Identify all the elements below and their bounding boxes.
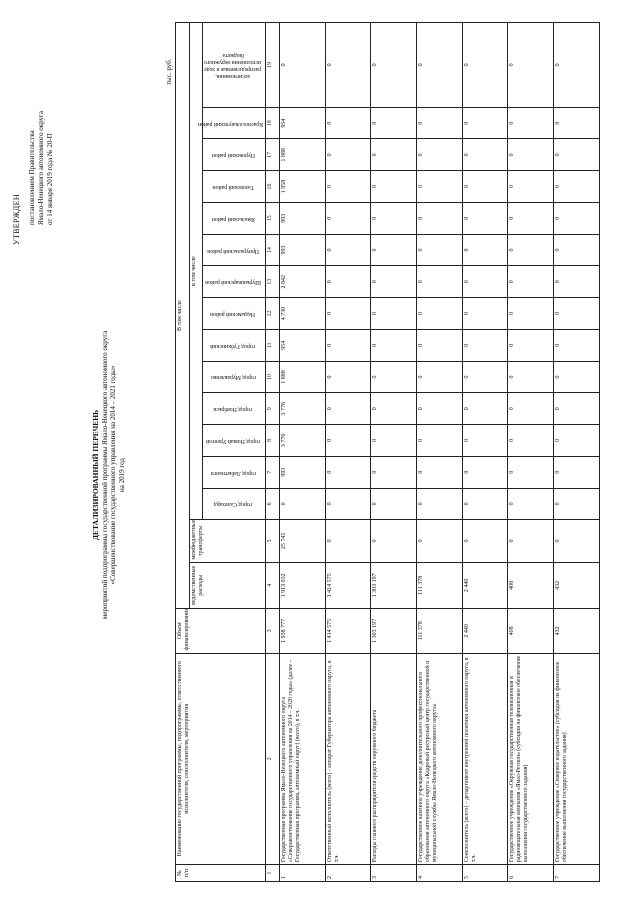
header-municipality (203, 202, 266, 234)
header-municipality-label: Тазовский район (212, 184, 254, 191)
row-value: 0 (462, 107, 508, 139)
column-number: 4 (266, 562, 280, 609)
row-number: 2 (325, 865, 371, 882)
header-including-inner: в том числе (189, 23, 203, 520)
row-value: 0 (325, 202, 371, 234)
row-value: 0 (416, 23, 462, 108)
row-value: 0 (508, 329, 554, 361)
row-value: 954 (279, 329, 325, 361)
row-value: 0 (416, 425, 462, 457)
header-municipality (203, 393, 266, 425)
column-number: 19 (266, 23, 280, 108)
header-transfers: межбюджетные трансферты (189, 520, 266, 562)
row-value: 993 (279, 202, 325, 234)
header-municipality (203, 488, 266, 520)
document-title (92, 195, 126, 755)
column-number: 6 (266, 488, 280, 520)
decree-line: постановлением Правительства (28, 130, 36, 225)
header-municipality-label: город Лабытнанги (210, 469, 256, 476)
header-municipality-label: Шурышкарский район (205, 279, 262, 286)
header-undistributed (203, 23, 266, 108)
row-value: 0 (371, 425, 417, 457)
decree-line: Ямало-Ненецкого автономного округа (37, 110, 45, 225)
row-value: 1 888 (279, 139, 325, 171)
table-row (371, 23, 417, 882)
row-value: 111 378 (416, 562, 462, 609)
column-number-row (266, 23, 280, 882)
column-number: 8 (266, 425, 280, 457)
row-value: 0 (325, 266, 371, 298)
column-number: 9 (266, 393, 280, 425)
row-value: 0 (462, 361, 508, 393)
row-name: Соисполнитель (всего) – департамент внутренней политики автономного округа, в т.ч. (462, 653, 508, 865)
row-value: 0 (554, 139, 600, 171)
row-value: 0 (508, 393, 554, 425)
row-value: 2 440 (462, 562, 508, 609)
row-value: 0 (371, 488, 417, 520)
row-value: 0 (416, 456, 462, 488)
row-value: 25 745 (279, 520, 325, 562)
column-number: 7 (266, 456, 280, 488)
table-row (325, 23, 371, 882)
row-value: 0 (325, 139, 371, 171)
table-row (279, 23, 325, 882)
row-value: 0 (462, 298, 508, 330)
title-line: мероприятий подпрограммы государственной программы Ямало-Ненецкого автономного округа (100, 330, 109, 620)
row-value: 0 (462, 234, 508, 266)
header-municipality-label: город Новый Уренгой (206, 437, 261, 444)
row-value: 0 (508, 488, 554, 520)
row-value: 0 (416, 329, 462, 361)
row-value: 0 (554, 171, 600, 203)
row-name: Государственное казенное учреждение дополнительного профессионального образования автономного округа «Кадровый ресурсный центр государственной и муниципальной службы Ямало-Ненецкого автономного округа» (416, 653, 462, 865)
column-number: 18 (266, 107, 280, 139)
row-value: 0 (325, 234, 371, 266)
row-value: 0 (462, 329, 508, 361)
row-value: 0 (554, 23, 600, 108)
row-value: 3 776 (279, 393, 325, 425)
row-value: 0 (325, 425, 371, 457)
header-municipality-label: Надымский район (210, 310, 256, 317)
row-value: 1 414 575 (325, 562, 371, 609)
table-row (416, 23, 462, 882)
header-municipality (203, 139, 266, 171)
header-municipality-label: город Муравленко (210, 374, 256, 381)
row-value: 0 (371, 520, 417, 562)
row-value: 0 (508, 520, 554, 562)
row-number: 4 (416, 865, 462, 882)
row-value: 0 (416, 139, 462, 171)
row-value: 0 (371, 107, 417, 139)
row-value: 1 303 197 (371, 609, 417, 653)
row-value: 1 303 197 (371, 562, 417, 609)
row-value: 0 (462, 139, 508, 171)
title-heading: ДЕТАЛИЗИРОВАННЫЙ ПЕРЕЧЕНЬ (91, 409, 100, 541)
column-number: 5 (266, 520, 280, 562)
row-value: 0 (508, 202, 554, 234)
row-value: 1 958 (279, 171, 325, 203)
row-value: 0 (462, 456, 508, 488)
header-no: № п/п (176, 865, 266, 882)
row-value: 0 (508, 171, 554, 203)
row-value: 0 (554, 107, 600, 139)
row-number: 5 (462, 865, 508, 882)
column-number: 3 (266, 609, 280, 653)
row-value: 0 (554, 456, 600, 488)
row-value: 408 (508, 562, 554, 609)
header-municipality (203, 298, 266, 330)
title-line: «Совершенствование государственного управления на 2014 – 2021 годы» (109, 365, 117, 585)
header-name: Наименование государственной программы, подпрограммы, ответственного исполнителя, соисполнителя, мероприятия (176, 653, 266, 865)
column-number: 13 (266, 266, 280, 298)
row-value: 0 (325, 361, 371, 393)
row-value: 0 (462, 488, 508, 520)
row-value: 0 (554, 520, 600, 562)
row-value: 0 (325, 456, 371, 488)
header-municipality (203, 234, 266, 266)
column-number: 16 (266, 171, 280, 203)
row-value: 0 (508, 361, 554, 393)
row-value: 0 (554, 393, 600, 425)
row-value: 0 (279, 488, 325, 520)
row-value: 0 (371, 139, 417, 171)
row-value: 0 (508, 298, 554, 330)
table-row (508, 23, 554, 882)
row-value: 0 (371, 361, 417, 393)
row-value: 0 (371, 266, 417, 298)
row-value: 0 (416, 361, 462, 393)
row-value: 0 (416, 488, 462, 520)
decree-line: от 14 января 2019 года № 20-П (46, 133, 54, 225)
financing-table (175, 22, 600, 882)
column-number: 10 (266, 361, 280, 393)
row-value: 0 (554, 488, 600, 520)
row-value: 0 (462, 171, 508, 203)
row-value: 1 414 575 (325, 609, 371, 653)
header-municipality-label: город Ноябрьск (213, 406, 253, 413)
row-value: 0 (554, 234, 600, 266)
header-departmental: ведомственные расходы (189, 562, 266, 609)
column-number: 1 (266, 865, 280, 882)
header-municipality (203, 171, 266, 203)
row-value: 0 (371, 171, 417, 203)
row-value: 4 730 (279, 298, 325, 330)
row-value: 0 (554, 266, 600, 298)
header-municipality-label: город Губкинский (210, 342, 256, 349)
row-value: 0 (462, 266, 508, 298)
title-line: на 2019 год (117, 458, 126, 492)
column-number: 17 (266, 139, 280, 171)
column-number: 2 (266, 653, 280, 865)
row-value: 2 440 (462, 609, 508, 653)
column-number: 15 (266, 202, 280, 234)
row-value: 1 938 777 (279, 609, 325, 653)
row-value: 0 (508, 456, 554, 488)
row-value: 0 (371, 393, 417, 425)
header-municipality-label: Пуровский район (211, 152, 255, 159)
table-row (462, 23, 508, 882)
row-value: 0 (325, 298, 371, 330)
row-name: Государственное учреждение «Окружная государственная телевизионная и радиовещательная компания «Ямал-Регион» (субсидия на финансовое обеспечение выполнения государственного задания) (508, 653, 554, 865)
row-value: 0 (508, 107, 554, 139)
row-value: 1 913 032 (279, 562, 325, 609)
row-value: 954 (279, 107, 325, 139)
row-value: 0 (325, 23, 371, 108)
row-value: 0 (508, 266, 554, 298)
row-value: 2 842 (279, 266, 325, 298)
row-name: Расходы главного распорядителя средств окружного бюджета (371, 653, 417, 865)
row-value: 0 (462, 520, 508, 562)
table-row (554, 23, 600, 882)
row-value: 1 888 (279, 361, 325, 393)
row-value: 0 (554, 361, 600, 393)
header-municipality (203, 425, 266, 457)
row-value: 0 (416, 202, 462, 234)
row-value: 0 (508, 23, 554, 108)
row-value: 0 (554, 298, 600, 330)
row-value: 0 (325, 107, 371, 139)
row-value: 0 (462, 202, 508, 234)
row-value: 0 (508, 425, 554, 457)
row-value: 993 (279, 234, 325, 266)
units-label: тыс. руб. (165, 58, 173, 85)
row-value: 0 (508, 139, 554, 171)
header-including: В том числе (176, 23, 190, 609)
row-value: 0 (416, 234, 462, 266)
row-value: 0 (325, 520, 371, 562)
row-value: 0 (462, 425, 508, 457)
row-value: 0 (554, 202, 600, 234)
header-municipality (203, 329, 266, 361)
row-value: 0 (371, 298, 417, 330)
header-volume: Объем финансирования (176, 609, 266, 653)
row-value: 0 (416, 298, 462, 330)
row-value: 0 (416, 266, 462, 298)
row-value: 0 (325, 488, 371, 520)
row-value: 0 (371, 456, 417, 488)
column-number: 12 (266, 298, 280, 330)
header-municipality (203, 456, 266, 488)
row-value: 0 (371, 202, 417, 234)
row-number: 7 (554, 865, 600, 882)
header-municipality (203, 266, 266, 298)
row-value: 0 (279, 23, 325, 108)
column-number: 11 (266, 329, 280, 361)
row-value: 0 (462, 23, 508, 108)
row-value: 0 (416, 393, 462, 425)
header-municipality (197, 107, 266, 139)
row-value: 993 (279, 456, 325, 488)
header-municipality-label: город Салехард (214, 501, 253, 508)
row-value: 0 (416, 171, 462, 203)
row-value: 0 (371, 234, 417, 266)
header-municipality-label: Красноселькупский район (197, 120, 264, 127)
row-number: 3 (371, 865, 417, 882)
header-municipality-label: Ямальский район (211, 215, 255, 222)
row-value: 0 (416, 520, 462, 562)
row-name: Государственная программа Ямало-Ненецкого автономного округа «Совершенствование государственного управления на 2014 – 2020 годы» (далее – Государственная программа, автономный округ) (всего), в т.ч. (279, 653, 325, 865)
row-value: 111 378 (416, 609, 462, 653)
row-value: 0 (508, 234, 554, 266)
header-municipality-label: Приуральский район (207, 247, 260, 254)
header-row (176, 23, 190, 882)
row-value: 0 (325, 393, 371, 425)
row-number: 6 (508, 865, 554, 882)
row-value: 0 (325, 171, 371, 203)
header-undistributed-label: ассигнования, распределяемые в ходе исполнения окружного бюджета (204, 51, 262, 79)
row-value: 432 (554, 609, 600, 653)
header-municipality (203, 361, 266, 393)
row-value: 432 (554, 562, 600, 609)
row-value: 0 (554, 329, 600, 361)
row-number: 1 (279, 865, 325, 882)
column-number: 14 (266, 234, 280, 266)
row-value: 0 (462, 393, 508, 425)
row-value: 0 (416, 107, 462, 139)
row-value: 3 776 (279, 425, 325, 457)
row-value: 0 (325, 329, 371, 361)
decree-reference (28, 25, 55, 225)
row-value: 0 (371, 23, 417, 108)
row-name: Ответственный исполнитель (всего) - аппарат Губернатора автономного округа, в т.ч. (325, 653, 371, 865)
row-value: 0 (554, 425, 600, 457)
row-value: 408 (508, 609, 554, 653)
row-name: Государственное учреждение «Северное издательство» (субсидия на финансовое обеспечение выполнения государственного задания) (554, 653, 600, 865)
row-value: 0 (371, 329, 417, 361)
approval-stamp: УТВЕРЖДЕН (12, 194, 21, 245)
